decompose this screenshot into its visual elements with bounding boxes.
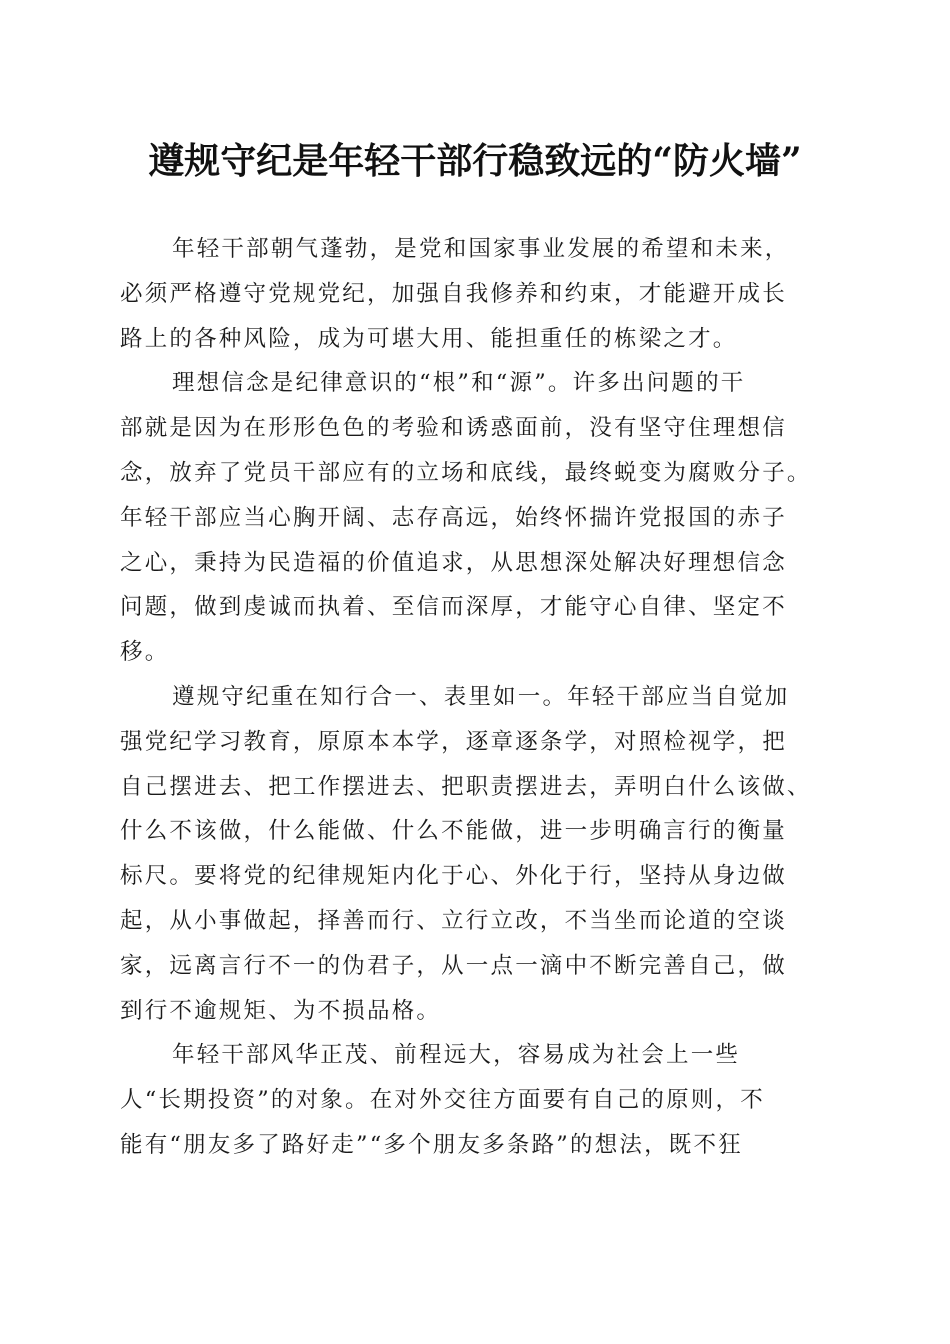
document-body <box>120 227 832 1168</box>
paragraph-line: 年轻干部风华正茂、前程远大，容易成为社会上一些 <box>172 1042 741 1069</box>
paragraph-3 <box>120 675 832 1033</box>
paragraph-line: 什么不该做，什么能做、什么不能做，进一步明确言行的衡量 <box>120 818 787 845</box>
paragraph-line: 遵规守纪重在知行合一、表里如一。年轻干部应当自觉加 <box>172 683 790 710</box>
paragraph-line: 之心，秉持为民造福的价值追求，从思想深处解决好理想信念 <box>120 549 787 576</box>
paragraph-line: 自己摆进去、把工作摆进去、把职责摆进去，弄明白什么该做、 <box>120 773 812 800</box>
paragraph-line: 年轻干部朝气蓬勃，是党和国家事业发展的希望和未来， <box>172 236 790 262</box>
paragraph-line: 必须严格遵守党规党纪，加强自我修养和约束，才能避开成长 <box>120 280 787 307</box>
paragraph-line: 起，从小事做起，择善而行、立行立改，不当坐而论道的空谈 <box>120 907 787 934</box>
paragraph-1 <box>120 227 832 361</box>
paragraph-line: 强党纪学习教育，原原本本学，逐章逐条学，对照检视学，把 <box>120 728 787 755</box>
document-title: 遵规守纪是年轻干部行稳致远的“防火墙” <box>148 140 802 182</box>
paragraph-line: 移。 <box>120 639 170 666</box>
paragraph-line: 路上的各种风险，成为可堪大用、能担重任的栋梁之才。 <box>120 325 738 352</box>
paragraph-line: 念，放弃了党员干部应有的立场和底线，最终蜕变为腐败分子。 <box>120 459 812 486</box>
paragraph-line: 理想信念是纪律意识的“根”和“源”。许多出问题的干 <box>172 370 746 397</box>
paragraph-line: 到行不逾规矩、为不损品格。 <box>120 997 442 1024</box>
paragraph-line: 问题，做到虔诚而执着、至信而深厚，才能守心自律、坚定不 <box>120 594 787 621</box>
paragraph-line: 人“长期投资”的对象。在对外交往方面要有自己的原则，不 <box>120 1087 765 1114</box>
paragraph-line: 家，远离言行不一的伪君子，从一点一滴中不断完善自己，做 <box>120 952 787 979</box>
paragraph-line: 部就是因为在形形色色的考验和诱惑面前，没有坚守住理想信 <box>120 415 787 442</box>
paragraph-line: 标尺。要将党的纪律规矩内化于心、外化于行，坚持从身边做 <box>120 863 787 890</box>
paragraph-2 <box>120 361 832 675</box>
paragraph-line: 能有“朋友多了路好走”“多个朋友多条路”的想法，既不狂 <box>120 1131 743 1158</box>
paragraph-line: 年轻干部应当心胸开阔、志存高远，始终怀揣许党报国的赤子 <box>120 504 787 531</box>
paragraph-4 <box>120 1033 832 1167</box>
